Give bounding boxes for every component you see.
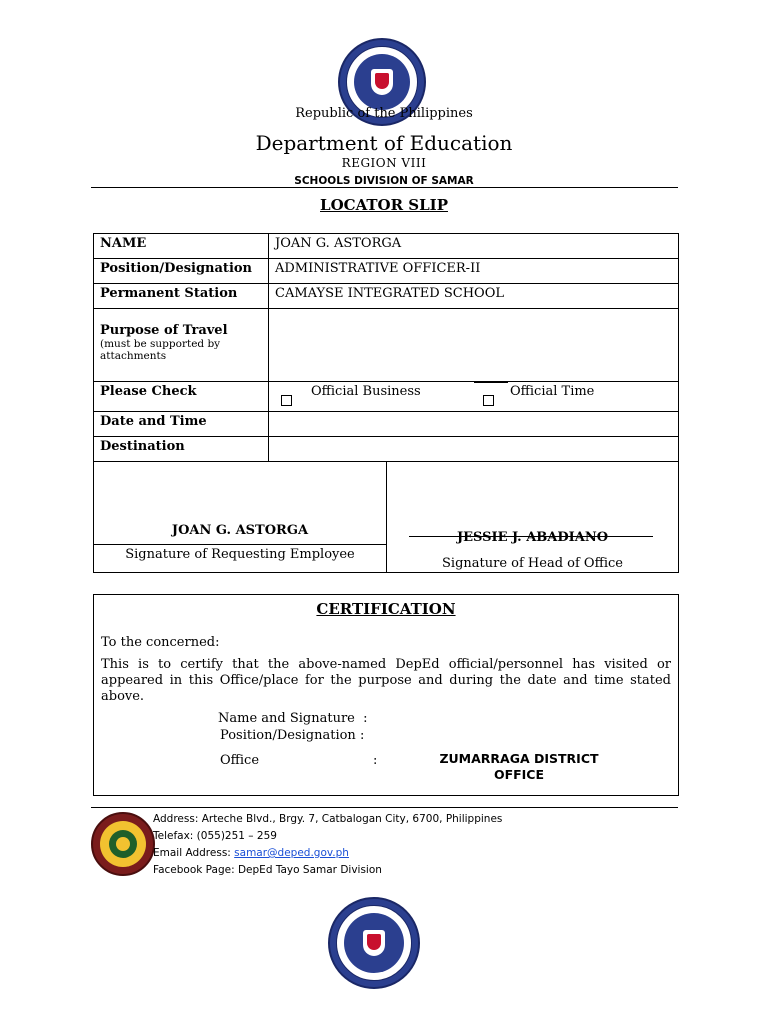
datetime-label: Date and Time bbox=[94, 412, 269, 437]
destination-value[interactable] bbox=[269, 437, 679, 462]
official-business-label: Official Business bbox=[311, 384, 421, 399]
head-signature-caption: Signature of Head of Office bbox=[442, 556, 623, 571]
form-title: LOCATOR SLIP bbox=[320, 196, 448, 214]
certification-box bbox=[93, 594, 679, 796]
purpose-value[interactable] bbox=[269, 309, 679, 382]
name-value[interactable]: JOAN G. ASTORGA bbox=[269, 234, 679, 259]
certification-title: CERTIFICATION bbox=[316, 600, 456, 618]
official-business-checkbox[interactable] bbox=[281, 395, 292, 406]
head-signature-name: JESSIE J. ABADIANO bbox=[456, 530, 609, 545]
options-divider bbox=[474, 382, 508, 383]
footer-divider bbox=[91, 807, 678, 808]
employee-signature-box bbox=[93, 461, 387, 573]
employee-caption-divider bbox=[94, 544, 386, 545]
office-value: ZUMARRAGA DISTRICT OFFICE bbox=[439, 751, 599, 782]
position-value[interactable]: ADMINISTRATIVE OFFICER-II bbox=[269, 259, 679, 284]
deped-seal-logo-bottom bbox=[328, 897, 420, 989]
office-label: Office bbox=[220, 753, 260, 768]
destination-label: Destination bbox=[94, 437, 269, 462]
division-line: SCHOOLS DIVISION OF SAMAR bbox=[294, 175, 474, 187]
purpose-label: Purpose of Travel bbox=[100, 323, 228, 338]
footer-email-link[interactable]: samar@deped.gov.ph bbox=[234, 847, 349, 859]
header-divider bbox=[91, 187, 678, 188]
head-signature-box bbox=[386, 461, 679, 573]
cert-position-label: Position/Designation : bbox=[220, 728, 365, 743]
position-label: Position/Designation bbox=[94, 259, 269, 284]
employee-signature-caption: Signature of Requesting Employee bbox=[125, 547, 355, 562]
republic-line: Republic of the Philippines bbox=[295, 106, 473, 121]
office-colon: : bbox=[373, 753, 378, 768]
station-label: Permanent Station bbox=[94, 284, 269, 309]
footer-address: Address: Arteche Blvd., Brgy. 7, Catbalogan City, 6700, Philippines bbox=[153, 813, 503, 825]
locator-form-table bbox=[93, 233, 679, 462]
certification-body: This is to certify that the above-named DepEd official/personnel has visited or appeared in this Office/place for the purpose and during the date and time stated above. bbox=[101, 657, 671, 704]
department-title: Department of Education bbox=[255, 131, 513, 155]
name-signature-label: Name and Signature : bbox=[218, 711, 368, 726]
official-time-label: Official Time bbox=[510, 384, 595, 399]
footer-telefax: Telefax: (055)251 – 259 bbox=[153, 830, 277, 842]
purpose-cell bbox=[94, 309, 269, 382]
station-value[interactable]: CAMAYSE INTEGRATED SCHOOL bbox=[269, 284, 679, 309]
check-label: Please Check bbox=[94, 382, 269, 412]
head-signature-line bbox=[409, 536, 653, 537]
certification-salutation: To the concerned: bbox=[101, 635, 220, 650]
check-options bbox=[269, 382, 679, 412]
footer-contact bbox=[153, 811, 502, 879]
footer-facebook: Facebook Page: DepEd Tayo Samar Division bbox=[153, 864, 382, 876]
employee-signature-name: JOAN G. ASTORGA bbox=[171, 523, 309, 538]
footer-email-row bbox=[153, 845, 502, 862]
footer-email-label: Email Address: bbox=[153, 847, 235, 859]
datetime-value[interactable] bbox=[269, 412, 679, 437]
region-line: REGION VIII bbox=[341, 156, 427, 170]
name-label: NAME bbox=[94, 234, 269, 259]
purpose-note: (must be supported by attachments bbox=[100, 338, 221, 362]
official-time-checkbox[interactable] bbox=[483, 395, 494, 406]
samar-division-seal-logo bbox=[91, 812, 155, 876]
